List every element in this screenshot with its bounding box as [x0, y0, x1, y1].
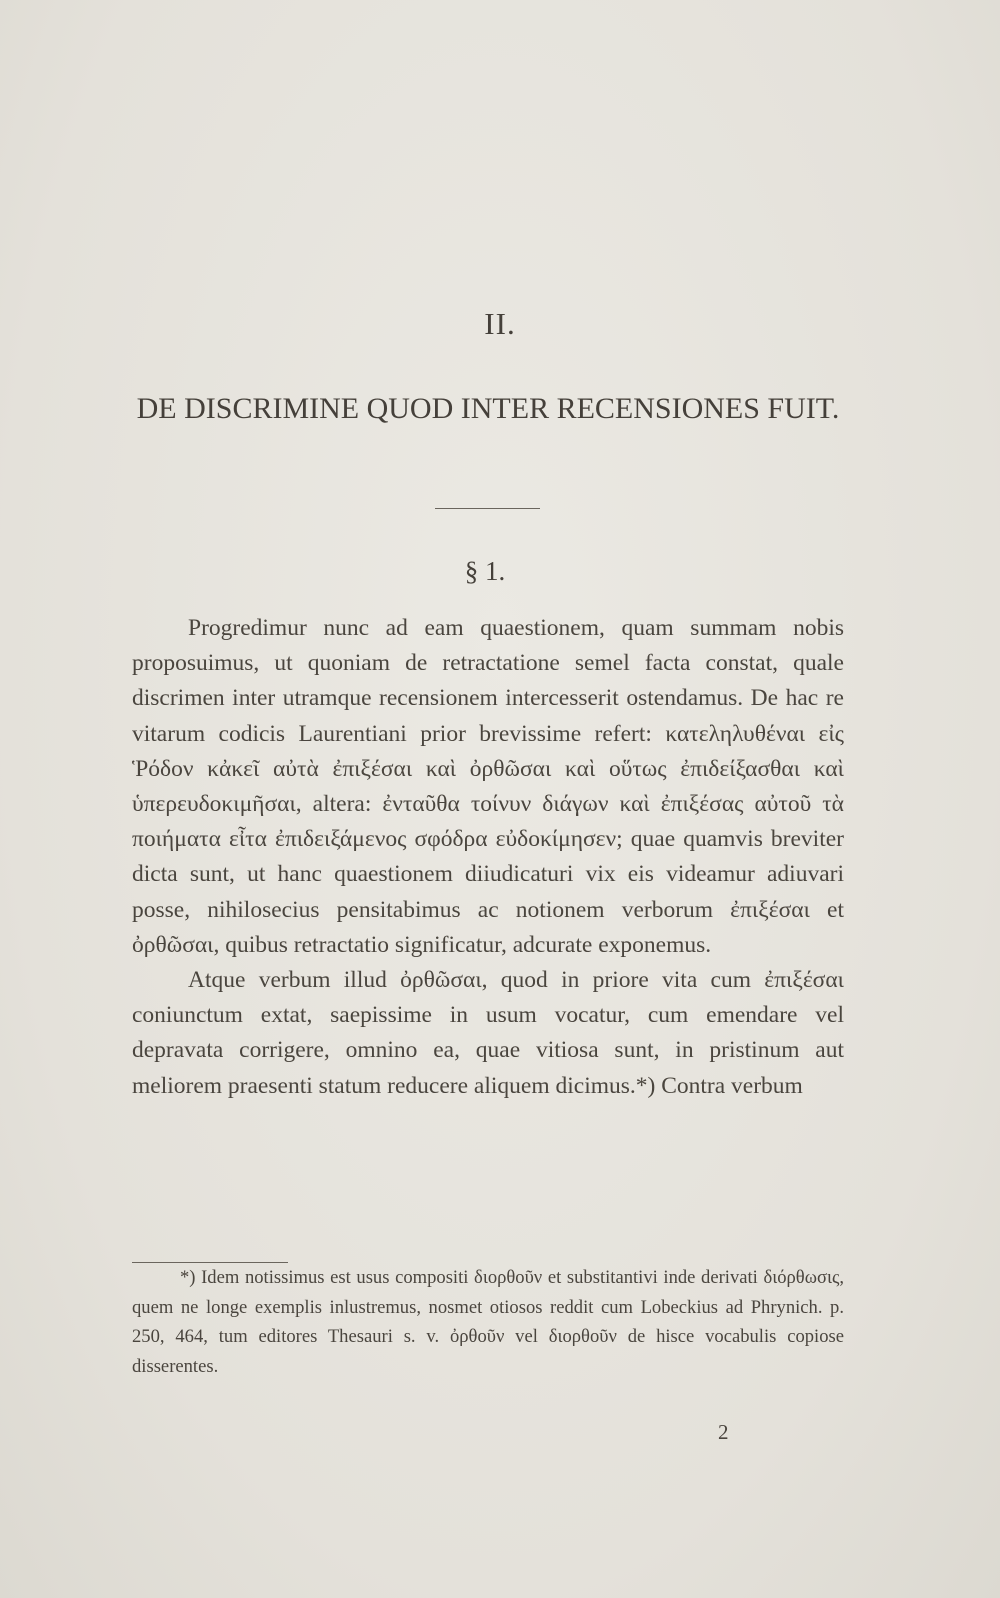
chapter-title: DE DISCRIMINE QUOD INTER RECENSIONES FUIT. [136, 392, 840, 425]
paragraph: Atque verbum illud ὀρθῶσαι, quod in priore vita cum ἐπιξέσαι coniunctum extat, saepissime in usum vocatur, cum emendare vel depravata corrigere, omnino ea, quae vitiosa sunt, in pristinum aut meliorem praesenti statum reducere aliquem dicimus.*) Contra verbum [132, 967, 844, 1099]
page-number: 2 [718, 1420, 729, 1444]
title-divider [435, 508, 540, 509]
paragraph: Progredimur nunc ad eam quaestionem, quam summam nobis proposuimus, ut quoniam de retractatione semel facta constat, quale discrimen inter utramque recensionem intercesserit ostendamus. De hac re vitarum codicis Laurentiani prior brevissime refert: κατεληλυθέναι εἰς Ῥόδον κἀκεῖ αὐτὰ ἐπιξέσαι καὶ ὀρθῶσαι καὶ οὕτως ἐπιδείξασθαι καὶ ὑπερευδοκιμῆσαι, altera: ἐνταῦθα τοίνυν διάγων καὶ ἐπιξέσας αὐτοῦ τὰ ποιήματα εἶτα ἐπιδειξάμενος σφόδρα εὐδοκίμησεν; quae quamvis breviter dicta sunt, ut hanc quaestionem diiudicaturi vix eis videamur adiuvari posse, nihilosecius pensitabimus ac notionem verborum ἐπιξέσαι et ὀρθῶσαι, quibus retractatio significatur, adcurate exponemus. [132, 615, 844, 958]
section-heading: § 1. [464, 556, 506, 586]
footnote: *) Idem notissimus est usus compositi διορθοῦν et substitantivi inde derivati διόρθωσις, quem ne longe exemplis inlustremus, nosmet otiosos reddit cum Lobeckius ad Phrynich. p. 250, 464, tum editores Thesauri s. v. ὀρθοῦν vel διορθοῦν de hisce vocabulis copiose disserentes. [132, 1267, 844, 1377]
main-text [132, 611, 844, 1104]
chapter-number: II. [484, 306, 516, 341]
